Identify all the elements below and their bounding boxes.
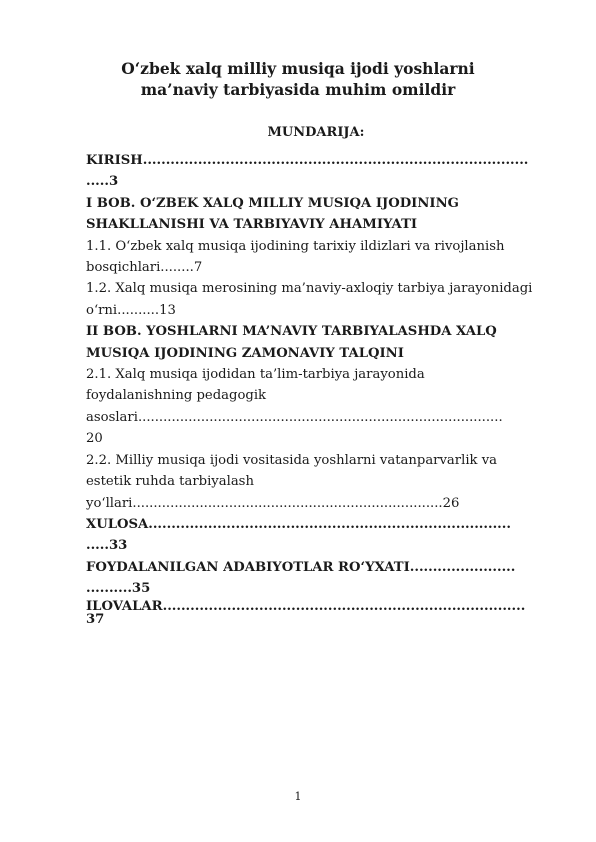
toc-line: MUSIQA IJODINING ZAMONAVIY TALQINI (86, 345, 404, 361)
toc-line: yo‘llari..........................................................................26 (86, 495, 460, 511)
toc-line: asoslari....................................................................................... (86, 409, 503, 425)
toc-line: o‘rni..........13 (86, 302, 176, 318)
toc-line: 1.1. O‘zbek xalq musiqa ijodining tarixiy ildizlari va rivojlanish (86, 238, 505, 254)
toc-line: .....33 (86, 538, 128, 554)
title-line-1: O‘zbek xalq milliy musiqa ijodi yoshlarni (121, 59, 475, 78)
toc-line: 2.2. Milliy musiqa ijodi vositasida yoshlarni vatanparvarlik va (86, 452, 498, 468)
toc-line: 1.2. Xalq musiqa merosining ma’naviy-axloqiy tarbiya jarayonidagi (86, 281, 533, 297)
toc-line: KIRISH.................................................................................... (86, 153, 529, 168)
toc-line: 2.1. Xalq musiqa ijodidan ta’lim-tarbiya jarayonida (86, 367, 425, 383)
toc-line: I BOB. O‘ZBEK XALQ MILLIY MUSIQA IJODINING (86, 195, 459, 211)
toc-line: FOYDALANILGAN ADABIYOTLAR RO‘YXATI....................... (86, 559, 516, 575)
toc-line: XULOSA............................................................................... (86, 516, 511, 532)
table-of-contents (86, 150, 562, 626)
toc-line: 20 (86, 431, 103, 447)
title-line-2: ma’naviy tarbiyasida muhim omildir (140, 80, 456, 99)
toc-line: ..........35 (86, 581, 151, 597)
page-number: 1 (294, 790, 302, 803)
document-title (60, 58, 536, 100)
toc-line: II BOB. YOSHLARNI MA’NAVIY TARBIYALASHDA XALQ (86, 324, 497, 340)
toc-line: SHAKLLANISHI VA TARBIYAVIY AHAMIYATI (86, 217, 418, 233)
contents-heading: MUNDARIJA: (267, 125, 365, 140)
toc-line: bosqichlari........7 (86, 260, 203, 276)
toc-line: .....3 (86, 174, 119, 190)
toc-line: estetik ruhda tarbiyalash (86, 474, 254, 490)
toc-line: 37 (86, 612, 105, 626)
toc-line: ILOVALAR............................................................................... (86, 599, 526, 613)
toc-line: foydalanishning pedagogik (86, 388, 267, 404)
